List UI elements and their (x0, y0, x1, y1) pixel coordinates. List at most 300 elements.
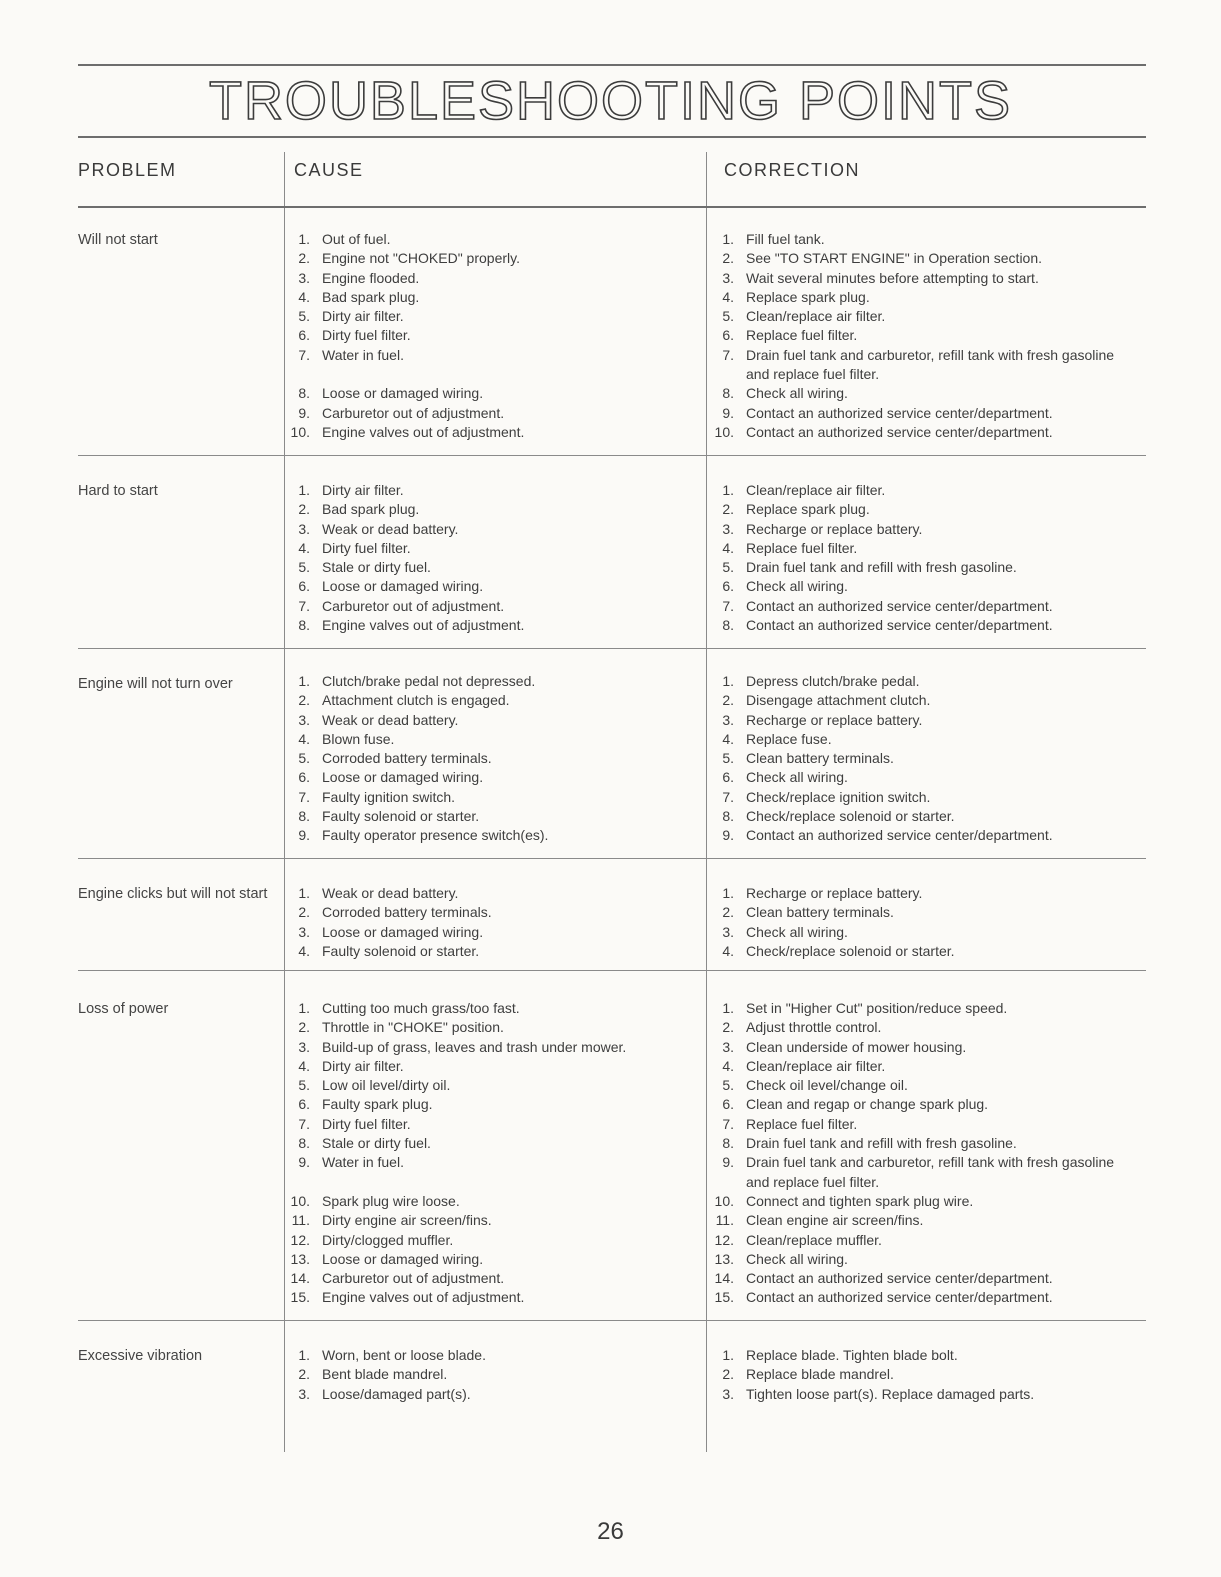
correction-item (700, 807, 1140, 826)
item-number: 2. (298, 1366, 310, 1383)
item-text: Replace fuel filter. (746, 327, 858, 344)
correction-item (700, 788, 1140, 807)
item-number: 8. (298, 808, 310, 825)
item-text: Loose or damaged wiring. (322, 923, 484, 940)
correction-item (700, 577, 1140, 596)
item-number: 8. (722, 1135, 734, 1152)
cause-item (276, 230, 696, 249)
item-number: 7. (298, 346, 310, 363)
item-text: Replace fuse. (746, 730, 832, 747)
correction-item (700, 1385, 1140, 1404)
correction-item (700, 1095, 1140, 1114)
item-number: 4. (722, 288, 734, 305)
item-text: Faulty ignition switch. (322, 788, 456, 805)
correction-item (700, 230, 1140, 249)
item-text: Attachment clutch is engaged. (322, 692, 510, 709)
item-text: Loose or damaged wiring. (322, 1250, 484, 1267)
cause-list (276, 884, 696, 961)
item-number: 3. (298, 520, 310, 537)
item-text: Spark plug wire loose. (322, 1192, 460, 1209)
correction-item (700, 1153, 1140, 1192)
cause-item (276, 749, 696, 768)
cause-item (276, 288, 696, 307)
correction-item (700, 597, 1140, 616)
item-text: Drain fuel tank and refill with fresh gasoline. (746, 559, 1017, 576)
cause-item (276, 1134, 696, 1153)
cause-item (276, 384, 696, 403)
item-number: 15. (290, 1289, 310, 1306)
item-number: 2. (722, 904, 734, 921)
item-text: Clean/replace air filter. (746, 308, 886, 325)
correction-item (700, 730, 1140, 749)
item-number: 12. (714, 1231, 734, 1248)
correction-item (700, 269, 1140, 288)
item-number: 10. (290, 423, 310, 440)
cause-item (276, 481, 696, 500)
cause-item (276, 249, 696, 268)
item-text: Loose or damaged wiring. (322, 578, 484, 595)
title-bottom-rule (78, 136, 1146, 138)
correction-item (700, 384, 1140, 403)
row-separator (78, 648, 1146, 649)
item-text: Clean/replace air filter. (746, 482, 886, 498)
cause-item (276, 520, 696, 539)
top-rule (78, 64, 1146, 66)
correction-item (700, 1192, 1140, 1211)
item-number: 1. (298, 231, 310, 247)
cause-item (276, 807, 696, 826)
item-text: Carburetor out of adjustment. (322, 404, 505, 421)
item-number: 13. (714, 1250, 734, 1267)
item-number: 9. (722, 404, 734, 421)
item-number: 6. (722, 578, 734, 595)
item-number: 2. (722, 1366, 734, 1383)
item-number: 11. (291, 1212, 310, 1229)
item-number: 3. (298, 1038, 310, 1055)
item-text: Bad spark plug. (322, 501, 420, 518)
item-number: 10. (714, 423, 734, 440)
correction-item (700, 1231, 1140, 1250)
item-text: Contact an authorized service center/department. (746, 617, 1053, 634)
item-number: 2. (722, 1019, 734, 1036)
item-number: 4. (298, 942, 310, 959)
cause-item (276, 1076, 696, 1095)
item-text: Water in fuel. (322, 346, 404, 363)
problem-label: Excessive vibration (78, 1348, 203, 1364)
correction-list (700, 884, 1140, 961)
correction-item (700, 1211, 1140, 1230)
cause-list (276, 230, 696, 442)
item-text: Contact an authorized service center/department. (746, 597, 1053, 614)
item-number: 4. (722, 730, 734, 747)
item-text: Contact an authorized service center/department. (746, 1289, 1053, 1306)
item-number: 6. (722, 1096, 734, 1113)
cause-item (276, 365, 696, 384)
item-text: Dirty air filter. (322, 1057, 404, 1074)
cause-item (276, 1018, 696, 1037)
item-text: Clean/replace muffler. (746, 1231, 882, 1248)
item-number: 1. (298, 1347, 310, 1363)
row-separator (78, 455, 1146, 456)
cause-item (276, 730, 696, 749)
item-text: Contact an authorized service center/department. (746, 404, 1053, 421)
correction-item (700, 520, 1140, 539)
item-number: 5. (298, 559, 310, 576)
cause-item (276, 1192, 696, 1211)
item-number: 11. (715, 1212, 734, 1229)
item-number: 3. (722, 269, 734, 286)
correction-item (700, 711, 1140, 730)
item-text: See "TO START ENGINE" in Operation section. (746, 250, 1043, 267)
item-text: Corroded battery terminals. (322, 904, 492, 921)
correction-item (700, 1018, 1140, 1037)
correction-item (700, 1134, 1140, 1153)
item-number (276, 1173, 322, 1192)
correction-item (700, 1365, 1140, 1384)
item-number: 1. (722, 673, 734, 689)
item-number: 3. (722, 711, 734, 728)
item-number: 8. (722, 385, 734, 402)
item-number: 9. (298, 404, 310, 421)
item-number: 3. (298, 269, 310, 286)
cause-item (276, 1385, 696, 1404)
item-text: Disengage attachment clutch. (746, 692, 931, 709)
item-number: 1. (722, 231, 734, 247)
item-text: Fill fuel tank. (746, 231, 825, 247)
header-correction: CORRECTION (724, 160, 860, 180)
item-text: Check/replace solenoid or starter. (746, 942, 955, 959)
item-number: 6. (298, 327, 310, 344)
item-number: 8. (722, 808, 734, 825)
item-text: Bad spark plug. (322, 288, 420, 305)
item-number: 3. (722, 1038, 734, 1055)
item-number: 15. (714, 1289, 734, 1306)
problem-label: Will not start (78, 232, 158, 248)
item-text: Faulty solenoid or starter. (322, 808, 480, 825)
item-text: Replace blade. Tighten blade bolt. (746, 1347, 958, 1363)
item-number: 1. (298, 885, 310, 901)
cause-item (276, 539, 696, 558)
item-number: 6. (298, 1096, 310, 1113)
row-separator (78, 858, 1146, 859)
item-number: 13. (290, 1250, 310, 1267)
item-number: 9. (298, 1154, 310, 1171)
item-number: 14. (714, 1270, 734, 1287)
item-text: Build-up of grass, leaves and trash under mower. (322, 1038, 627, 1055)
item-text: Dirty/clogged muffler. (322, 1231, 454, 1248)
item-number: 7. (298, 788, 310, 805)
item-number: 14. (290, 1270, 310, 1287)
item-text: Engine valves out of adjustment. (322, 1289, 525, 1306)
item-text: Replace spark plug. (746, 501, 870, 518)
item-text (322, 365, 696, 384)
item-text: Replace fuel filter. (746, 539, 858, 556)
correction-item (700, 1038, 1140, 1057)
problem-label: Hard to start (78, 483, 158, 499)
item-text: Check all wiring. (746, 923, 848, 940)
item-number: 8. (298, 385, 310, 402)
item-text: Depress clutch/brake pedal. (746, 673, 920, 689)
item-number: 1. (722, 1347, 734, 1363)
item-number: 4. (722, 539, 734, 556)
row-separator (78, 1320, 1146, 1321)
item-text: Water in fuel. (322, 1154, 404, 1171)
item-number: 5. (298, 750, 310, 767)
cause-item (276, 1038, 696, 1057)
item-number: 6. (722, 769, 734, 786)
item-text (322, 1173, 696, 1192)
item-text: Faulty solenoid or starter. (322, 942, 480, 959)
item-text: Dirty fuel filter. (322, 1115, 411, 1132)
correction-item (700, 1076, 1140, 1095)
item-text: Engine not "CHOKED" properly. (322, 250, 520, 267)
item-number: 3. (722, 1385, 734, 1402)
cause-item (276, 1269, 696, 1288)
item-text: Faulty spark plug. (322, 1096, 433, 1113)
item-text: Check/replace solenoid or starter. (746, 808, 955, 825)
item-number: 2. (298, 904, 310, 921)
item-number: 1. (298, 1000, 310, 1016)
item-text: Carburetor out of adjustment. (322, 1270, 505, 1287)
cause-list (276, 1346, 696, 1404)
correction-item (700, 288, 1140, 307)
correction-item (700, 423, 1140, 442)
item-number: 1. (722, 482, 734, 498)
item-number: 2. (298, 501, 310, 518)
item-number: 7. (722, 788, 734, 805)
item-text: Replace fuel filter. (746, 1115, 858, 1132)
correction-item (700, 500, 1140, 519)
cause-item (276, 346, 696, 365)
cause-item (276, 923, 696, 942)
item-text: Drain fuel tank and refill with fresh gasoline. (746, 1135, 1017, 1152)
item-text: Cutting too much grass/too fast. (322, 1000, 520, 1016)
item-text: Check all wiring. (746, 1250, 848, 1267)
item-text: Stale or dirty fuel. (322, 1135, 431, 1152)
item-number: 12. (290, 1231, 310, 1248)
item-text: Faulty operator presence switch(es). (322, 827, 549, 844)
item-number: 7. (722, 1115, 734, 1132)
header-cause: CAUSE (294, 160, 364, 180)
cause-item (276, 1346, 696, 1365)
item-number: 8. (298, 617, 310, 634)
cause-item (276, 999, 696, 1018)
item-text: Low oil level/dirty oil. (322, 1077, 451, 1094)
item-number: 7. (722, 346, 734, 363)
item-text: Blown fuse. (322, 730, 395, 747)
item-text: Set in "Higher Cut" position/reduce speed. (746, 1000, 1008, 1016)
problem-label: Engine will not turn over (78, 676, 233, 692)
item-text: Dirty air filter. (322, 482, 404, 498)
cause-item (276, 577, 696, 596)
item-number: 4. (722, 942, 734, 959)
item-number: 9. (722, 827, 734, 844)
item-text: Loose/damaged part(s). (322, 1385, 471, 1402)
item-text: Loose or damaged wiring. (322, 769, 484, 786)
item-text: Clean underside of mower housing. (746, 1038, 967, 1055)
item-text: Contact an authorized service center/department. (746, 1270, 1053, 1287)
item-number: 3. (722, 520, 734, 537)
correction-item (700, 923, 1140, 942)
item-number: 5. (722, 1077, 734, 1094)
correction-item (700, 539, 1140, 558)
correction-item (700, 691, 1140, 710)
page-number: 26 (597, 1518, 624, 1545)
item-text: Check oil level/change oil. (746, 1077, 908, 1094)
item-number: 2. (722, 501, 734, 518)
item-text: Check all wiring. (746, 385, 848, 402)
correction-item (700, 768, 1140, 787)
item-number: 9. (298, 827, 310, 844)
cause-item (276, 826, 696, 845)
correction-item (700, 404, 1140, 423)
cause-item (276, 597, 696, 616)
item-text: Weak or dead battery. (322, 520, 459, 537)
correction-item (700, 1288, 1140, 1307)
item-text: Check all wiring. (746, 578, 848, 595)
item-text: Check all wiring. (746, 769, 848, 786)
item-number (276, 365, 322, 384)
item-text: Contact an authorized service center/department. (746, 827, 1053, 844)
item-text: Dirty fuel filter. (322, 327, 411, 344)
item-number: 6. (298, 769, 310, 786)
item-text: Replace blade mandrel. (746, 1366, 894, 1383)
item-text: Engine valves out of adjustment. (322, 423, 525, 440)
item-text: Wait several minutes before attempting to start. (746, 269, 1039, 286)
page-title: TROUBLESHOOTING POINTS (208, 71, 1013, 131)
cause-item (276, 558, 696, 577)
cause-item (276, 1057, 696, 1076)
item-text: Weak or dead battery. (322, 885, 459, 901)
cause-item (276, 1095, 696, 1114)
item-number: 4. (298, 539, 310, 556)
correction-item (700, 942, 1140, 961)
correction-item (700, 884, 1140, 903)
item-number: 9. (722, 1154, 734, 1171)
cause-item (276, 711, 696, 730)
header-problem: PROBLEM (78, 160, 177, 180)
item-text: Out of fuel. (322, 231, 391, 247)
item-number: 4. (722, 1057, 734, 1074)
item-text: Clutch/brake pedal not depressed. (322, 673, 536, 689)
item-text: Recharge or replace battery. (746, 711, 923, 728)
item-number: 2. (722, 692, 734, 709)
item-text: Throttle in "CHOKE" position. (322, 1019, 504, 1036)
cause-item (276, 423, 696, 442)
item-text: Dirty engine air screen/fins. (322, 1212, 492, 1229)
item-text: Dirty fuel filter. (322, 539, 411, 556)
correction-item (700, 249, 1140, 268)
cause-item (276, 404, 696, 423)
cause-item (276, 1365, 696, 1384)
item-number: 3. (298, 923, 310, 940)
item-text: Clean battery terminals. (746, 904, 894, 921)
cause-list (276, 672, 696, 846)
cause-item (276, 1250, 696, 1269)
cause-list (276, 999, 696, 1308)
cause-item (276, 672, 696, 691)
correction-item (700, 749, 1140, 768)
item-text: Drain fuel tank and carburetor, refill tank with fresh gasoline and replace fuel filter. (746, 346, 1115, 383)
correction-item (700, 481, 1140, 500)
cause-item (276, 1211, 696, 1230)
item-number: 10. (714, 1192, 734, 1209)
item-number: 7. (722, 597, 734, 614)
cause-item (276, 326, 696, 345)
correction-item (700, 307, 1140, 326)
item-number: 2. (298, 1019, 310, 1036)
item-text: Bent blade mandrel. (322, 1366, 448, 1383)
item-number: 1. (722, 1000, 734, 1016)
cause-item (276, 500, 696, 519)
cause-item (276, 307, 696, 326)
item-text: Stale or dirty fuel. (322, 559, 431, 576)
correction-list (700, 999, 1140, 1308)
correction-list (700, 1346, 1140, 1404)
item-number: 8. (298, 1135, 310, 1152)
item-number: 8. (722, 617, 734, 634)
cause-list (276, 481, 696, 635)
item-number: 5. (722, 308, 734, 325)
item-text: Drain fuel tank and carburetor, refill tank with fresh gasoline and replace fuel filter. (746, 1154, 1115, 1190)
correction-item (700, 1269, 1140, 1288)
item-text: Carburetor out of adjustment. (322, 597, 505, 614)
correction-list (700, 230, 1140, 442)
item-text: Weak or dead battery. (322, 711, 459, 728)
cause-item (276, 1115, 696, 1134)
item-number: 5. (722, 750, 734, 767)
item-number: 3. (298, 711, 310, 728)
cause-item (276, 1173, 696, 1192)
item-text: Replace spark plug. (746, 288, 870, 305)
item-number: 1. (298, 673, 310, 689)
correction-item (700, 672, 1140, 691)
item-number: 6. (722, 327, 734, 344)
item-text: Recharge or replace battery. (746, 885, 923, 901)
row-separator (78, 970, 1146, 971)
item-text: Engine valves out of adjustment. (322, 617, 525, 634)
correction-item (700, 326, 1140, 345)
item-text: Corroded battery terminals. (322, 750, 492, 767)
correction-item (700, 903, 1140, 922)
item-text: Loose or damaged wiring. (322, 385, 484, 402)
item-number: 2. (298, 250, 310, 267)
cause-item (276, 942, 696, 961)
problem-label: Engine clicks but will not start (78, 886, 268, 902)
cause-item (276, 1231, 696, 1250)
cause-item (276, 616, 696, 635)
item-number: 2. (298, 692, 310, 709)
correction-item (700, 826, 1140, 845)
correction-item (700, 1115, 1140, 1134)
correction-item (700, 1346, 1140, 1365)
item-text: Clean and regap or change spark plug. (746, 1096, 989, 1113)
item-number: 7. (298, 597, 310, 614)
cause-item (276, 691, 696, 710)
item-number: 4. (298, 730, 310, 747)
cause-item (276, 788, 696, 807)
item-number: 6. (298, 578, 310, 595)
item-number: 10. (290, 1192, 310, 1209)
correction-list (700, 481, 1140, 635)
correction-item (700, 999, 1140, 1018)
correction-item (700, 558, 1140, 577)
item-number: 4. (298, 288, 310, 305)
item-text: Recharge or replace battery. (746, 520, 923, 537)
cause-item (276, 1288, 696, 1307)
item-number: 5. (298, 1077, 310, 1094)
item-text: Clean/replace air filter. (746, 1057, 886, 1074)
